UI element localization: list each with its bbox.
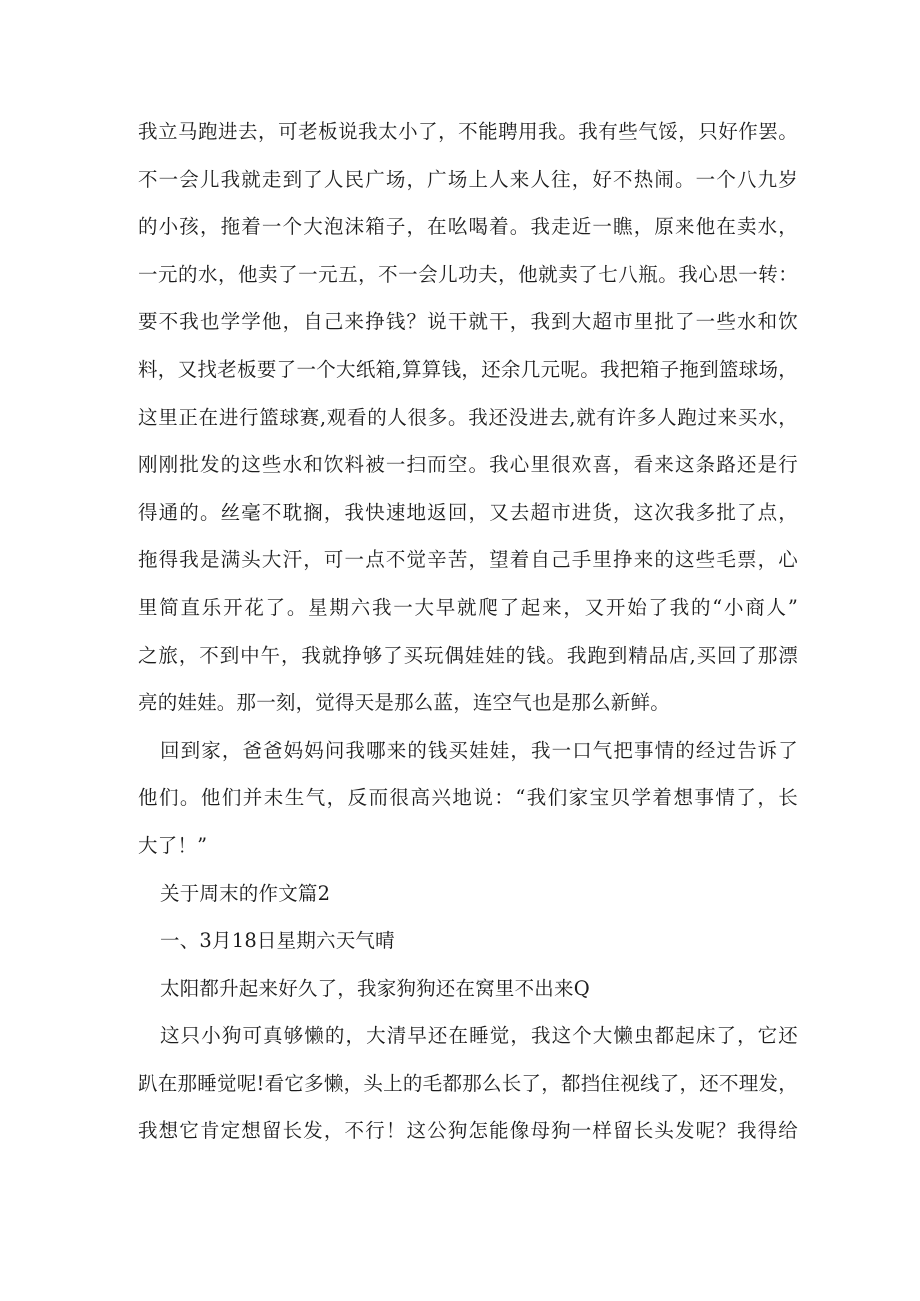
paragraph-line: 料，又找老板要了一个大纸箱,算算钱，还余几元呢。我把箱子拖到篮球场， <box>138 357 798 381</box>
paragraph-line: 刚刚批发的这些水和饮料被一扫而空。我心里很欢喜，看来这条路还是行 <box>138 453 798 477</box>
paragraph-line: 太阳都升起来好久了，我家狗狗还在窝里不出来Q <box>160 976 590 1000</box>
paragraph-line: 拖得我是满头大汗，可一点不觉辛苦，望着自己手里挣来的这些毛票，心 <box>138 548 798 572</box>
paragraph-line: 亮的娃娃。那一刻，觉得天是那么蓝，连空气也是那么新鲜。 <box>138 691 670 715</box>
paragraph-line: 回到家，爸爸妈妈问我哪来的钱买娃娃，我一口气把事情的经过告诉了 <box>160 738 798 762</box>
paragraph-line: 我想它肯定想留长发，不行！这公狗怎能像母狗一样留长头发呢？我得给 <box>138 1119 798 1143</box>
paragraph-line: 这只小狗可真够懒的，大清早还在睡觉，我这个大懒虫都起床了，它还 <box>160 1024 798 1048</box>
paragraph-line: 不一会儿我就走到了人民广场，广场上人来人往，好不热闹。一个八九岁 <box>138 167 798 191</box>
paragraph-line: 一元的水，他卖了一元五，不一会儿功夫，他就卖了七八瓶。我心思一转： <box>138 262 798 286</box>
paragraph-line: 大了！” <box>138 833 208 857</box>
paragraph-line: 他们。他们并未生气，反而很高兴地说：“我们家宝贝学着想事情了，长 <box>138 786 798 810</box>
section-heading: 关于周末的作文篇2 <box>160 881 331 905</box>
paragraph-line: 我立马跑进去，可老板说我太小了，不能聘用我。我有些气馁，只好作罢。 <box>138 120 798 143</box>
paragraph-line: 得通的。丝毫不耽搁，我快速地返回，又去超市进货，这次我多批了点， <box>138 500 798 524</box>
paragraph-line: 要不我也学学他，自己来挣钱？说干就干，我到大超市里批了一些水和饮 <box>138 310 798 334</box>
paragraph-line: 这里正在进行篮球赛,观看的人很多。我还没进去,就有许多人跑过来买水， <box>138 405 798 429</box>
paragraph-line: 里简直乐开花了。星期六我一大早就爬了起来，又开始了我的“小商人” <box>138 595 798 619</box>
diary-date-heading: 一、3月18日星期六天气晴 <box>160 929 395 953</box>
paragraph-line: 趴在那睡觉呢!看它多懒，头上的毛都那么长了，都挡住视线了，还不理发， <box>138 1071 798 1095</box>
paragraph-line: 之旅，不到中午，我就挣够了买玩偶娃娃的钱。我跑到精品店,买回了那漂 <box>138 643 798 667</box>
paragraph-line: 的小孩，拖着一个大泡沫箱子，在吆喝着。我走近一瞧，原来他在卖水， <box>138 215 798 239</box>
essay-body <box>138 108 798 1155</box>
